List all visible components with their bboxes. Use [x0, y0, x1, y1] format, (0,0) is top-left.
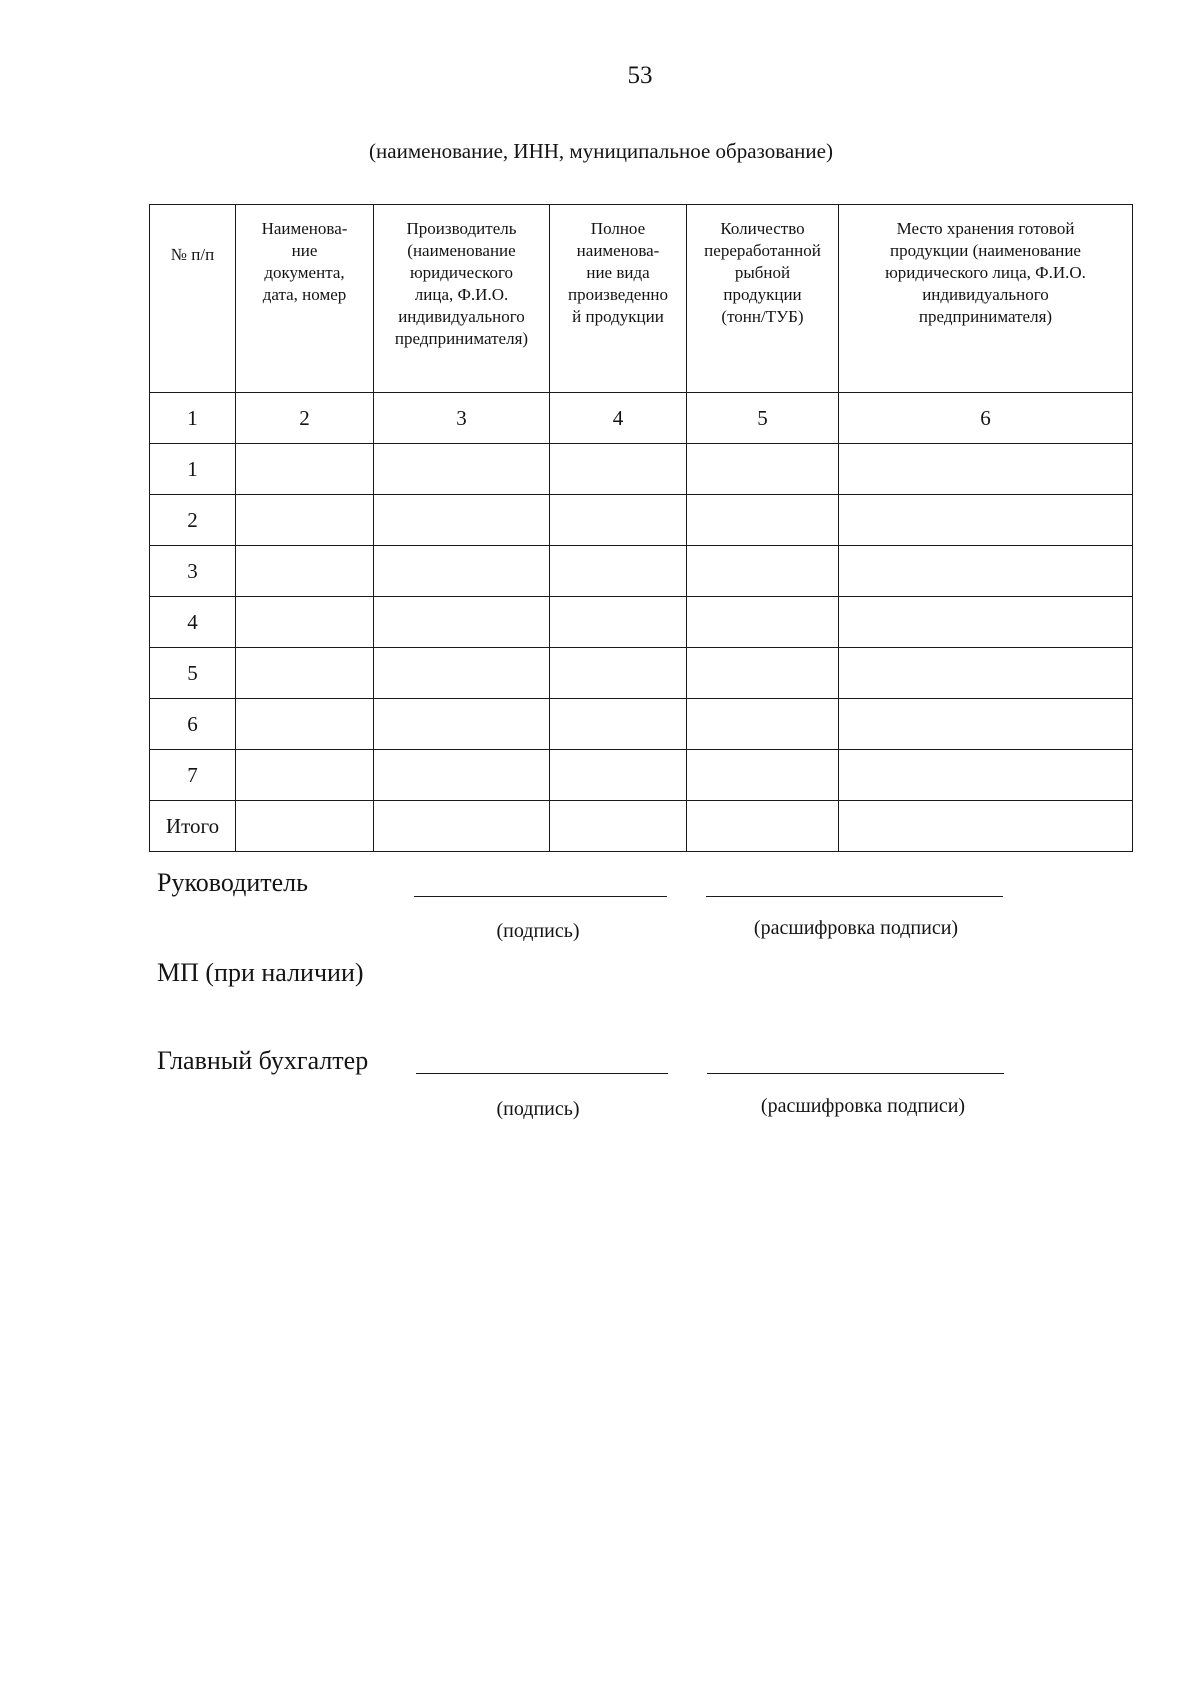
column-number: 5: [687, 393, 839, 444]
table-cell: [687, 444, 839, 495]
table-cell: [236, 597, 374, 648]
table-cell: [550, 699, 687, 750]
head-name-caption: (расшифровка подписи): [753, 917, 959, 939]
table-header-row: [150, 205, 1133, 393]
accountant-label: Главный бухгалтер: [157, 1046, 369, 1075]
row-number: 2: [150, 495, 236, 546]
table-row: [150, 648, 1133, 699]
head-signature-caption: (подпись): [496, 920, 580, 942]
table-cell: [550, 597, 687, 648]
header-product-type: Полное наименова- ние вида произведенно й продукции: [550, 205, 687, 393]
table-cell: [550, 801, 687, 852]
head-label: Руководитель: [157, 868, 308, 897]
header-number: № п/п: [150, 205, 236, 393]
seal-label: МП (при наличии): [157, 958, 364, 987]
row-number: 3: [150, 546, 236, 597]
table-cell: [374, 699, 550, 750]
table-cell: [687, 750, 839, 801]
organization-caption: (наименование, ИНН, муниципальное образование): [369, 139, 833, 163]
table-cell: [550, 648, 687, 699]
table-cell: [687, 546, 839, 597]
total-label: Итого: [150, 801, 236, 852]
column-number: 2: [236, 393, 374, 444]
header-document: Наименова- ние документа, дата, номер: [236, 205, 374, 393]
table-cell: [374, 495, 550, 546]
accountant-signature-line: [416, 1073, 668, 1074]
column-number: 3: [374, 393, 550, 444]
table-cell: [374, 750, 550, 801]
header-storage-place: Место хранения готовой продукции (наименование юридического лица, Ф.И.О. индивидуального предпринимателя): [839, 205, 1133, 393]
table-cell: [550, 495, 687, 546]
table-cell: [839, 648, 1133, 699]
table-cell: [839, 546, 1133, 597]
head-name-line: [706, 896, 1003, 897]
table-cell: [687, 648, 839, 699]
head-signature-line: [414, 896, 667, 897]
table-cell: [374, 444, 550, 495]
table-cell: [839, 444, 1133, 495]
table-cell: [236, 699, 374, 750]
row-number: 1: [150, 444, 236, 495]
column-number: 6: [839, 393, 1133, 444]
table-cell: [236, 546, 374, 597]
table-cell: [374, 546, 550, 597]
table-cell: [839, 597, 1133, 648]
table-row: [150, 546, 1133, 597]
table-cell: [839, 495, 1133, 546]
table-cell: [374, 597, 550, 648]
table-row: [150, 750, 1133, 801]
total-row: [150, 801, 1133, 852]
accountant-signature-caption: (подпись): [496, 1098, 580, 1120]
table-cell: [236, 495, 374, 546]
table-row: [150, 444, 1133, 495]
table-row: [150, 597, 1133, 648]
accountant-name-caption: (расшифровка подписи): [760, 1095, 966, 1117]
table-cell: [550, 546, 687, 597]
table-cell: [687, 597, 839, 648]
row-number: 5: [150, 648, 236, 699]
table-row: [150, 699, 1133, 750]
row-number: 4: [150, 597, 236, 648]
table-cell: [839, 750, 1133, 801]
table-cell: [687, 801, 839, 852]
table-cell: [374, 801, 550, 852]
column-number-row: [150, 393, 1133, 444]
page-number: 53: [627, 62, 653, 89]
table-cell: [236, 750, 374, 801]
accountant-name-line: [707, 1073, 1004, 1074]
table-cell: [687, 495, 839, 546]
table-cell: [839, 801, 1133, 852]
header-quantity: Количество переработанной рыбной продукции (тонн/ТУБ): [687, 205, 839, 393]
column-number: 1: [150, 393, 236, 444]
table-row: [150, 495, 1133, 546]
table-cell: [550, 444, 687, 495]
table-cell: [374, 648, 550, 699]
table-cell: [236, 648, 374, 699]
header-producer: Производитель (наименование юридического лица, Ф.И.О. индивидуального предпринимателя): [374, 205, 550, 393]
table-cell: [236, 444, 374, 495]
table-cell: [550, 750, 687, 801]
row-number: 7: [150, 750, 236, 801]
report-table: [149, 204, 1133, 852]
row-number: 6: [150, 699, 236, 750]
table-cell: [839, 699, 1133, 750]
table-cell: [687, 699, 839, 750]
column-number: 4: [550, 393, 687, 444]
table-cell: [236, 801, 374, 852]
